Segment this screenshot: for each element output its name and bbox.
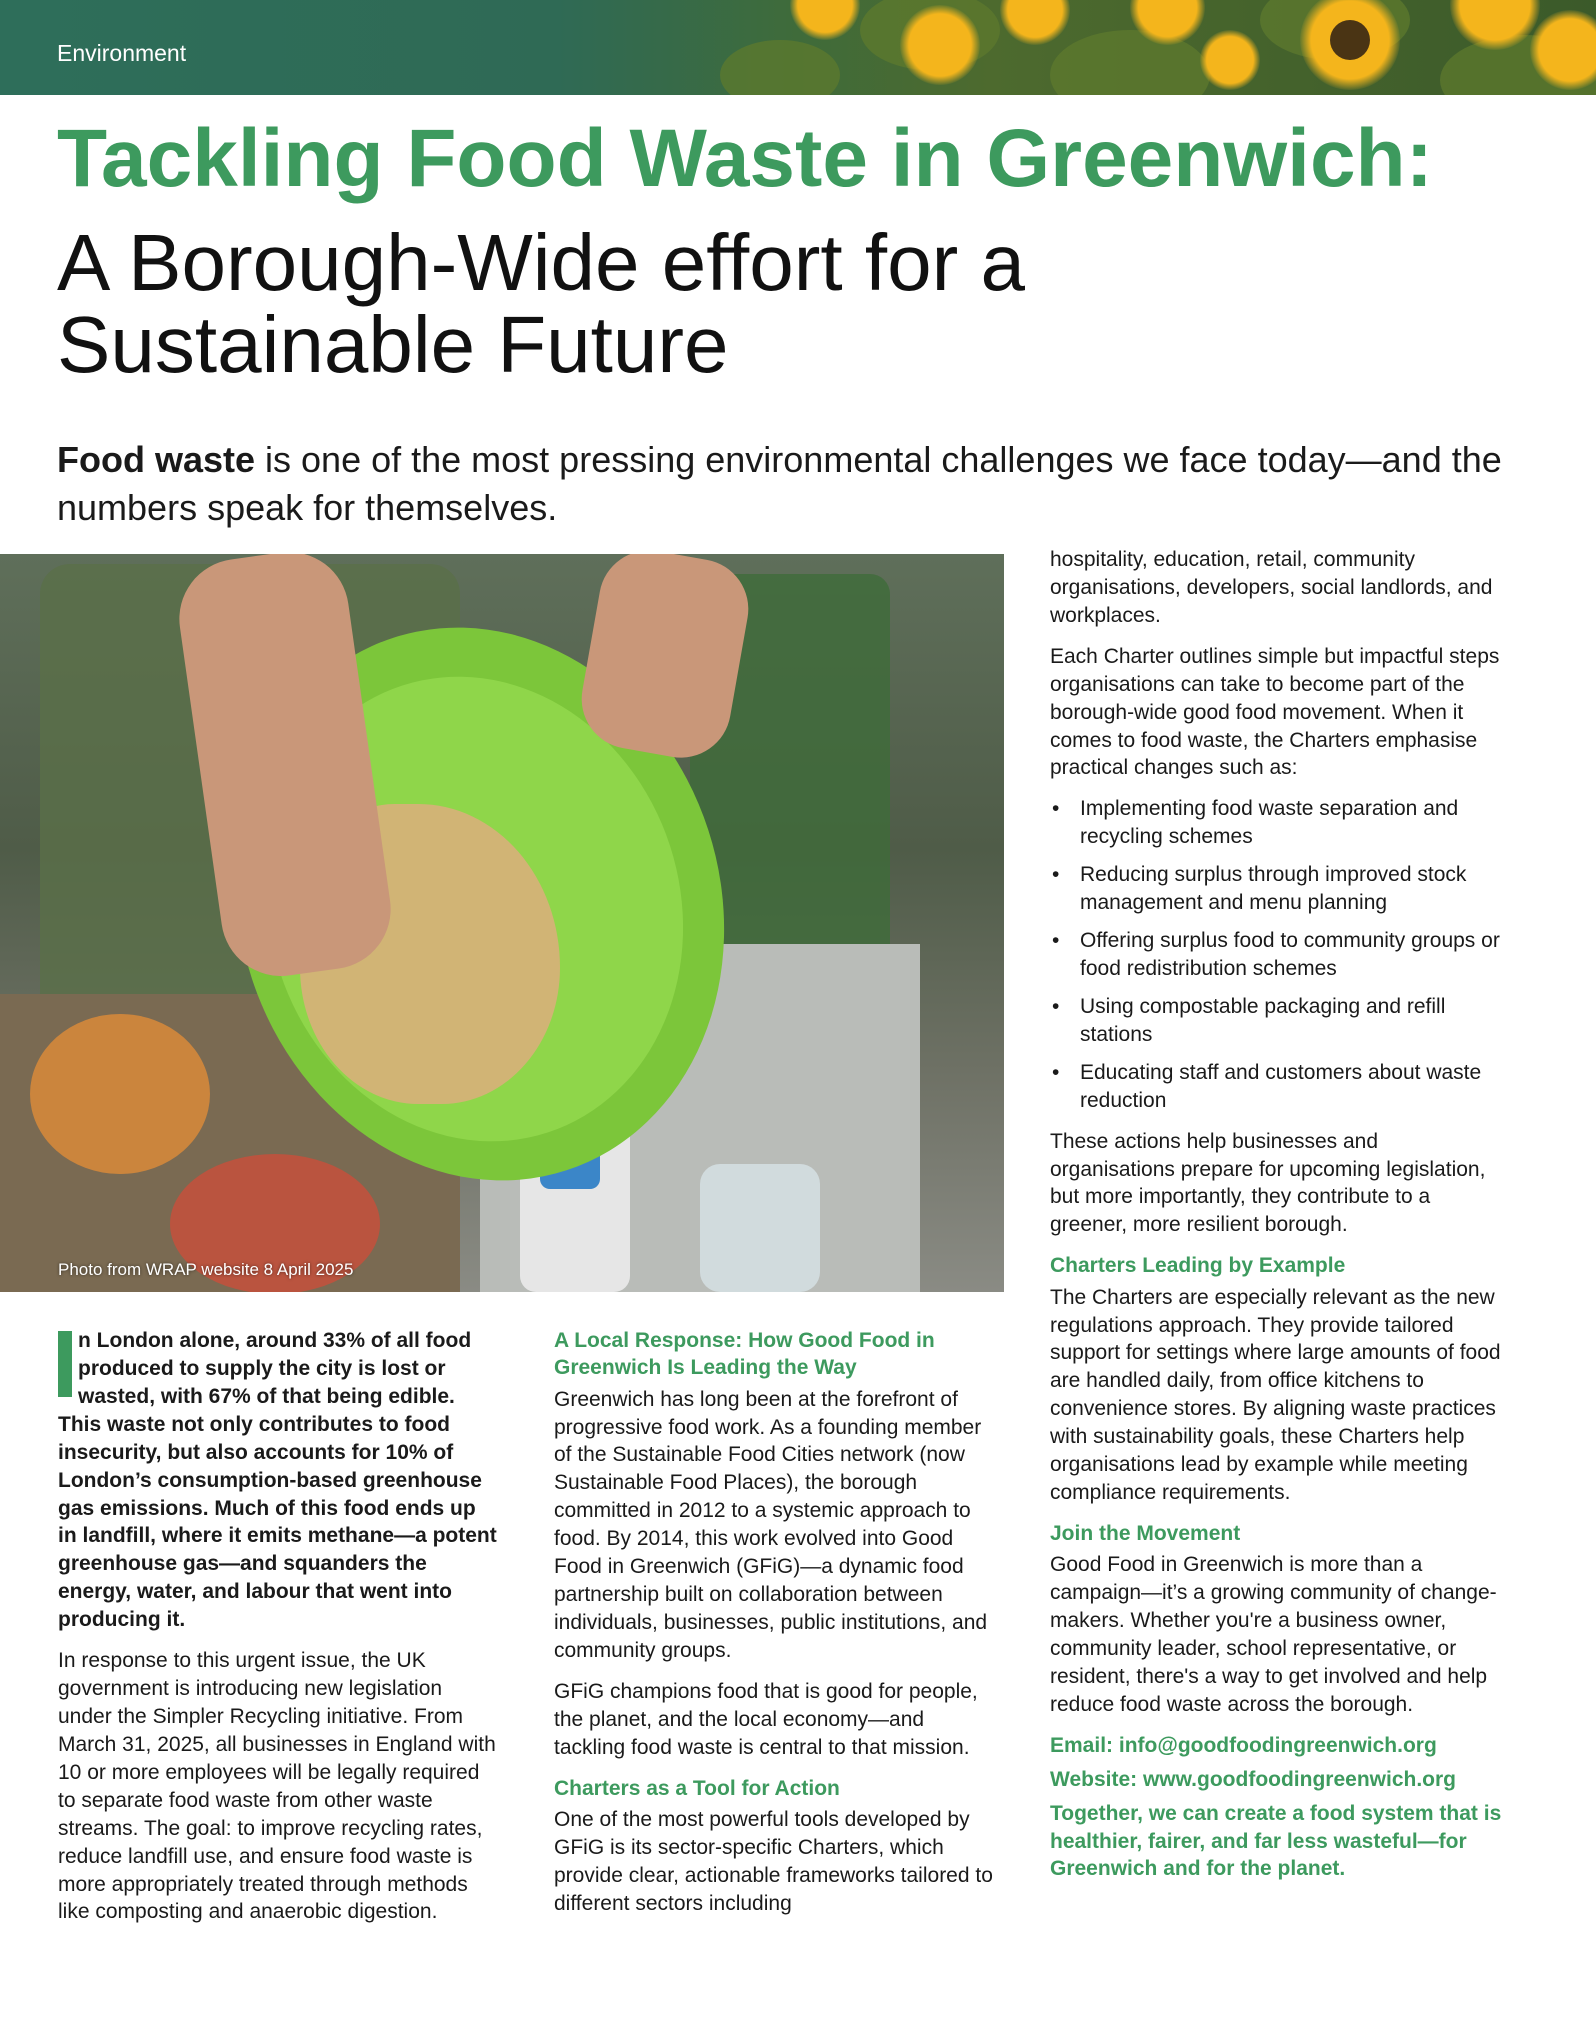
lead-rest: is one of the most pressing environmental challenges we face today—and the numbers speak for themselves.	[57, 439, 1502, 528]
movement-paragraph: Good Food in Greenwich is more than a campaign—it’s a growing community of change-makers. Whether you're a business owner, community leader, school representative, or resident, there's a way to get involved and help reduce food waste across the borough.	[1050, 1553, 1497, 1716]
photo-credit: Photo from WRAP website 8 April 2025	[58, 1260, 354, 1279]
gfig-mission-paragraph: GFiG champions food that is good for people, the planet, and the local economy—and tackling food waste is central to that mission.	[554, 1679, 978, 1759]
bullet-icon: •	[1052, 797, 1060, 821]
heading-join-movement: Join the Movement	[1050, 1521, 1241, 1545]
intro-paragraph: n London alone, around 33% of all food produced to supply the city is lost or wasted, with 67% of that being edible. This waste not only contributes to food insecurity, but also accounts for 10% of London’s consumption-based greenhouse gas emissions. Much of this food ends up in landfill, where it emits methane—a potent greenhouse gas—and squanders the energy, water, and labour that went into producing it.	[58, 1329, 497, 1632]
list-item: • Using compostable packaging and refill stations	[1052, 994, 1446, 1046]
heading-charters-tool: Charters as a Tool for Action	[554, 1776, 840, 1800]
actions-paragraph: These actions help businesses and organisations prepare for upcoming legislation, but more importantly, they contribute to a greener, more resilient borough.	[1050, 1129, 1486, 1237]
heading-local-response: A Local Response: How Good Food in Greenwich Is Leading the Way	[554, 1329, 935, 1380]
example-paragraph: The Charters are especially relevant as the new regulations approach. They provide tailored support for settings where large amounts of food are handled daily, from office kitchens to convenience stores. By aligning waste practices with sustainability goals, these Charters help organisations lead by example while meeting compliance requirements.	[1050, 1285, 1501, 1505]
heading-leading-by-example: Charters Leading by Example	[1050, 1254, 1346, 1278]
charter-steps-paragraph: Each Charter outlines simple but impactful steps organisations can take to become part of the borough-wide good food movement. When it comes to food waste, the Charters emphasise practical changes such as:	[1050, 644, 1500, 780]
column-2	[554, 1327, 999, 1931]
headline-secondary: A Borough-Wide effort for a Sustainable Future	[57, 218, 1025, 389]
headline-primary: Tackling Food Waste in Greenwich:	[57, 113, 1433, 204]
list-item: • Implementing food waste separation and recycling schemes	[1052, 797, 1459, 849]
list-item: • Reducing surplus through improved stock management and menu planning	[1052, 863, 1467, 915]
charters-paragraph: One of the most powerful tools developed by GFiG is its sector-specific Charters, which provide clear, actionable frameworks tailored to different sectors including	[554, 1807, 993, 1915]
list-item: • Offering surplus food to community groups or food redistribution schemes	[1052, 929, 1500, 980]
column-3	[1050, 546, 1505, 1896]
column-1	[58, 1327, 500, 1939]
email-link[interactable]: Email: info@goodfoodingreenwich.org	[1050, 1733, 1437, 1757]
lead-paragraph	[57, 436, 1507, 531]
drop-cap-bar	[58, 1331, 72, 1397]
sectors-paragraph: hospitality, education, retail, community organisations, developers, social landlords, and workplaces.	[1050, 548, 1493, 627]
practical-changes-list	[1050, 795, 1505, 1114]
section-label: Environment	[57, 40, 187, 66]
bullet-icon: •	[1052, 1060, 1060, 1084]
bullet-icon: •	[1052, 929, 1060, 953]
header-banner	[0, 0, 1596, 95]
gfig-history-paragraph: Greenwich has long been at the forefront of progressive food work. As a founding member of the Sustainable Food Cities network (now Sustainable Food Places), the borough committed in 2012 to a systemic approach to food. By 2014, this work evolved into Good Food in Greenwich (GFiG)—a dynamic food partnership built on collaboration between individuals, businesses, public institutions, and community groups.	[554, 1387, 988, 1662]
closing-statement: Together, we can create a food system that is healthier, fairer, and far less wasteful—for Greenwich and for the planet.	[1050, 1801, 1502, 1881]
food-waste-photo	[0, 554, 1004, 1292]
legislation-paragraph: In response to this urgent issue, the UK government is introducing new legislation under the Simpler Recycling initiative. From March 31, 2025, all businesses in England with 10 or more employees will be legally required to separate food waste from other waste streams. The goal: to improve recycling rates, reduce landfill use, and ensure food waste is more appropriately treated through methods like composting and anaerobic digestion.	[58, 1649, 496, 1924]
website-link[interactable]: Website: www.goodfoodingreenwich.org	[1050, 1767, 1456, 1791]
bullet-icon: •	[1052, 994, 1060, 1018]
lead-bold: Food waste	[57, 439, 256, 480]
list-item: • Educating staff and customers about waste reduction	[1052, 1060, 1482, 1112]
bullet-icon: •	[1052, 863, 1060, 887]
